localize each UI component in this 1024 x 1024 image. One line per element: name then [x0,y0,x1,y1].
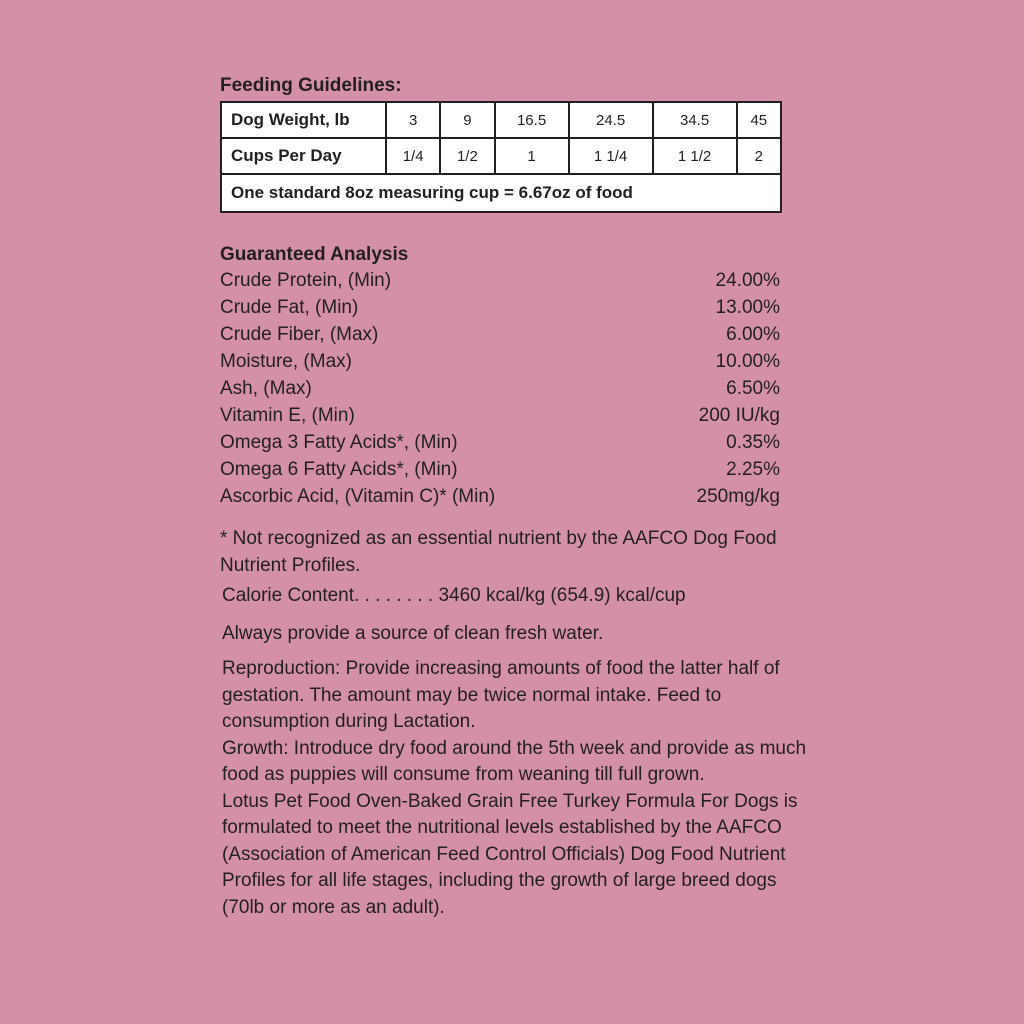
weight-row [221,102,781,138]
cups-cell: 1/4 [386,138,440,174]
weight-cell: 45 [737,102,781,138]
analysis-row [220,294,780,321]
aafco-footnote: * Not recognized as an essential nutrient by the AAFCO Dog Food Nutrient Profiles. [220,528,777,576]
cups-cell: 1 1/4 [569,138,653,174]
analysis-row [220,348,780,375]
nutrient-value: 10.00% [715,351,780,372]
weight-cell: 16.5 [495,102,569,138]
nutrient-name: Ascorbic Acid, (Vitamin C)* (Min) [220,486,496,507]
water-note: Always provide a source of clean fresh water. [222,622,604,644]
nutrient-name: Omega 6 Fatty Acids*, (Min) [220,459,458,480]
nutrient-name: Crude Protein, (Min) [220,270,392,291]
feeding-guidelines-heading: Feeding Guidelines: [220,75,402,96]
calorie-content: Calorie Content. . . . . . . . 3460 kcal/kg (654.9) kcal/cup [222,585,686,606]
nutrient-value: 0.35% [726,432,780,453]
cups-cell: 1/2 [440,138,494,174]
measuring-cup-note: One standard 8oz measuring cup = 6.67oz of food [221,174,781,212]
weight-cell: 34.5 [653,102,737,138]
nutrient-value: 6.50% [726,378,780,399]
analysis-row [220,483,780,510]
nutrient-name: Vitamin E, (Min) [220,405,355,426]
analysis-row [220,402,780,429]
weight-label: Dog Weight, lb [221,102,386,138]
cups-cell: 2 [737,138,781,174]
nutrient-name: Omega 3 Fatty Acids*, (Min) [220,432,458,453]
nutrient-value: 2.25% [726,459,780,480]
analysis-row [220,456,780,483]
label-content [220,74,810,921]
cups-cell: 1 1/2 [653,138,737,174]
analysis-row [220,267,780,294]
instructions-block [220,656,810,921]
aafco-statement: Lotus Pet Food Oven-Baked Grain Free Turkey Formula For Dogs is formulated to meet the nutritional levels established by the AAFCO (Association of American Feed Control Officials) Dog Food Nutrient Profiles for all life stages, including the growth of large breed dogs (70lb or more as an adult). [222,790,798,918]
note-row [221,174,781,212]
feeding-table [220,101,782,213]
analysis-row [220,321,780,348]
cups-label: Cups Per Day [221,138,386,174]
nutrient-value: 24.00% [715,270,780,291]
analysis-row [220,429,780,456]
growth-text: Growth: Introduce dry food around the 5th week and provide as much food as puppies will consume from weaning till full grown. [222,737,807,785]
nutrient-value: 13.00% [715,297,780,318]
analysis-list [220,267,780,510]
nutrient-name: Moisture, (Max) [220,351,352,372]
weight-cell: 9 [440,102,494,138]
cups-row [221,138,781,174]
guaranteed-analysis [220,243,810,510]
analysis-row [220,375,780,402]
cups-cell: 1 [495,138,569,174]
nutrient-value: 250mg/kg [696,486,780,507]
nutrient-name: Crude Fat, (Min) [220,297,359,318]
reproduction-text: Reproduction: Provide increasing amounts of food the latter half of gestation. The amount may be twice normal intake. Feed to consumption during Lactation. [222,658,780,732]
nutrient-name: Crude Fiber, (Max) [220,324,379,345]
weight-cell: 3 [386,102,440,138]
nutrient-value: 200 IU/kg [698,405,780,426]
guaranteed-analysis-heading: Guaranteed Analysis [220,244,409,265]
weight-cell: 24.5 [569,102,653,138]
nutrient-name: Ash, (Max) [220,378,312,399]
nutrient-value: 6.00% [726,324,780,345]
